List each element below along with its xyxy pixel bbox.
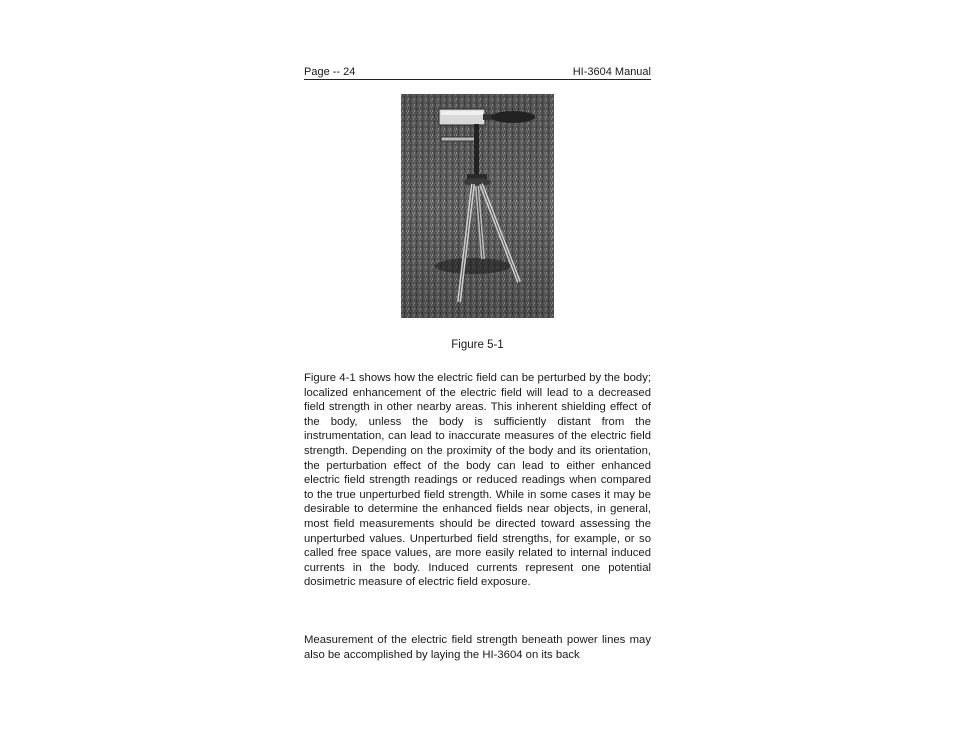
body-paragraph-1: Figure 4-1 shows how the electric field can be perturbed by the body; localized enhancement of the electric field will lead to a decreased field strength in other nearby areas. This inherent shielding effect of the body, unless the body is sufficiently distant from the instrumentation, can lead to inaccurate measures of the electric field strength. Depending on the proximity of the body and its orientation, the perturbation effect of the body can lead to either enhanced electric field strength readings or reduced readings when compared to the true unperturbed field strength. While in some cases it may be desirable to determine the enhanced fields near objects, in general, most field measurements should be directed toward assessing the unperturbed values. Unperturbed field strengths, for example, or so called free space values, are more easily related to internal induced currents in the body. Induced currents represent one potential dosimetric measure of electric field exposure. <box>304 372 651 589</box>
page-header <box>304 66 651 80</box>
body-paragraph-2: Measurement of the electric field strength beneath power lines may also be accomplished by laying the HI-3604 on its back <box>304 634 651 661</box>
manual-title: HI-3604 Manual <box>572 66 651 78</box>
tripod-photo <box>401 94 554 318</box>
page-number: Page -- 24 <box>304 66 356 78</box>
figure-caption: Figure 5-1 <box>451 339 504 351</box>
